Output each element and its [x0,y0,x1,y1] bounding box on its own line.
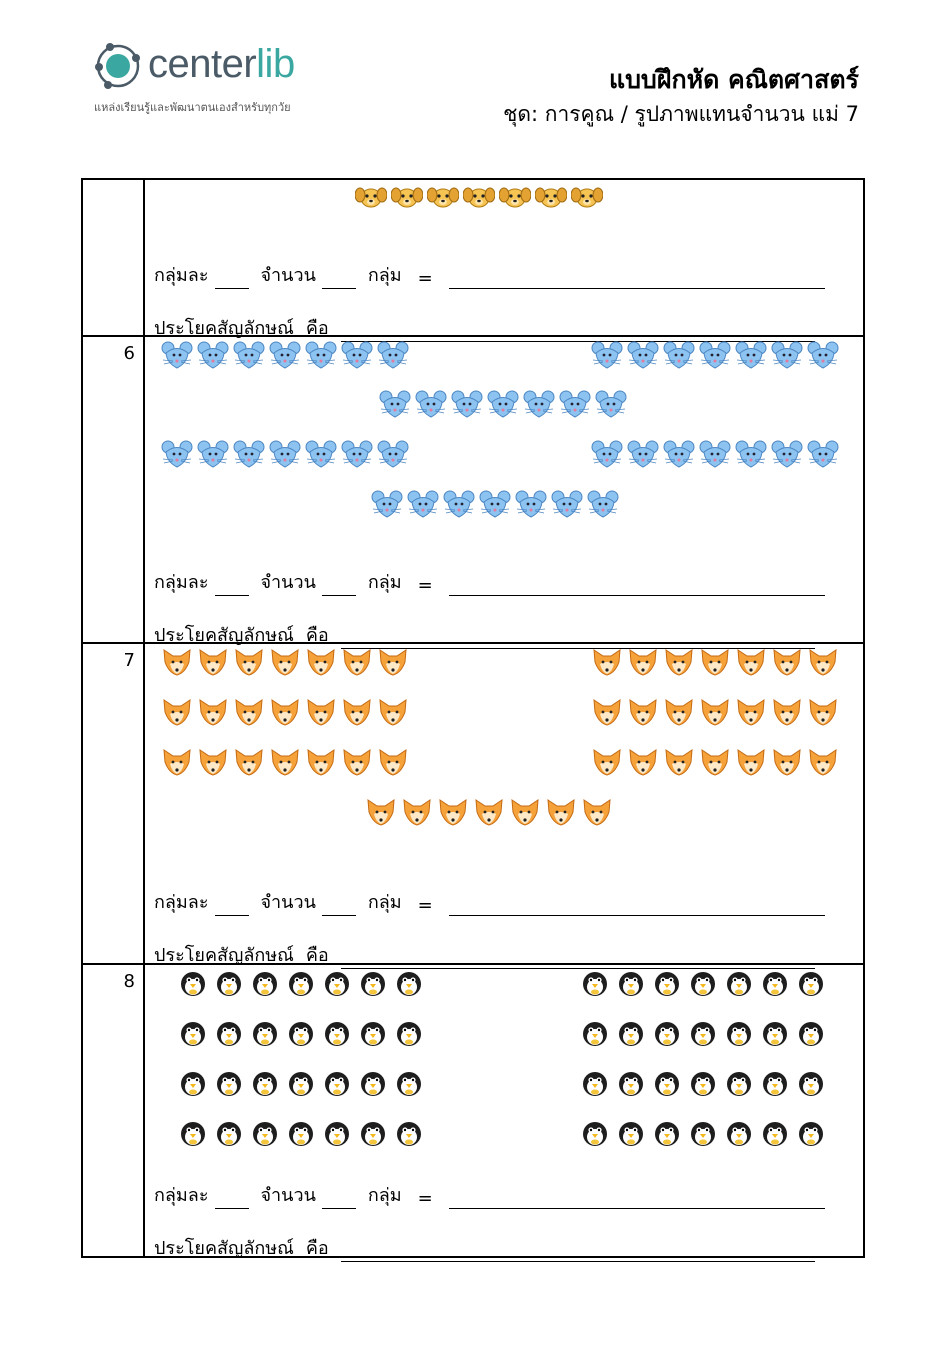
fox-face-icon [233,748,265,776]
penguin-icon [177,1019,209,1047]
icon-group [365,798,613,826]
mouse-face-icon [587,490,619,518]
mouse-face-icon [595,390,627,418]
fox-face-icon [401,798,433,826]
group-count-blank[interactable] [322,897,356,916]
penguin-icon [285,969,317,997]
mouse-face-icon [627,440,659,468]
is-label: คือ [305,625,329,646]
penguin-icon [393,1019,425,1047]
fox-face-icon [807,748,839,776]
mouse-face-icon [559,390,591,418]
penguin-icon [357,1069,389,1097]
fox-face-icon [699,648,731,676]
penguin-icon [615,969,647,997]
penguin-icon [579,1119,611,1147]
icon-group [591,440,839,468]
mouse-face-icon [735,440,767,468]
molecule-logo-icon [92,40,148,96]
answer-blank[interactable] [449,577,825,596]
mouse-face-icon [627,341,659,369]
groups-label: กลุ่ม [367,265,402,286]
multiplication-line [154,1180,825,1209]
penguin-icon [651,1119,683,1147]
dog-face-icon [499,183,531,211]
fox-face-icon [735,748,767,776]
dog-face-icon [571,183,603,211]
mouse-face-icon [591,440,623,468]
picture-cell [144,179,864,339]
penguin-icon [321,1019,353,1047]
penguin-icon [357,1119,389,1147]
answer-blank[interactable] [449,270,825,289]
penguin-icon [615,1069,647,1097]
fox-face-icon [473,798,505,826]
penguin-icon [687,1119,719,1147]
sentence-blank[interactable] [341,1243,815,1262]
per-group-blank[interactable] [215,897,249,916]
fox-face-icon [807,698,839,726]
penguin-icon [393,1069,425,1097]
mouse-face-icon [663,440,695,468]
penguin-icon [213,1019,245,1047]
icon-group [177,1069,425,1097]
mouse-face-icon [233,341,265,369]
mouse-face-icon [377,341,409,369]
icon-group [161,748,409,776]
icon-group [355,183,603,211]
equals-sign: = [417,268,433,289]
exercise-table [81,178,865,1258]
mouse-face-icon [341,341,373,369]
dog-face-icon [355,183,387,211]
penguin-icon [615,1019,647,1047]
fox-face-icon [377,648,409,676]
fox-face-icon [161,698,193,726]
group-count-blank[interactable] [322,577,356,596]
penguin-icon [249,1119,281,1147]
penguin-icon [177,969,209,997]
penguin-icon [579,1019,611,1047]
icon-group [177,1019,425,1047]
fox-face-icon [663,698,695,726]
penguin-icon [795,1069,827,1097]
fox-face-icon [377,748,409,776]
exercise-row [82,964,864,1257]
mouse-face-icon [663,341,695,369]
equals-sign: = [417,1188,433,1209]
mouse-face-icon [479,490,511,518]
mouse-face-icon [233,440,265,468]
mouse-face-icon [379,390,411,418]
fox-face-icon [807,648,839,676]
exercise-row [82,643,864,964]
penguin-icon [795,969,827,997]
mouse-face-icon [735,341,767,369]
icon-group [161,440,409,468]
icon-group [579,1069,827,1097]
is-label: คือ [305,318,329,339]
answer-blank[interactable] [449,1190,825,1209]
icon-group [161,698,409,726]
mouse-face-icon [699,341,731,369]
amount-label: จำนวน [260,892,316,913]
penguin-icon [357,969,389,997]
fox-face-icon [305,648,337,676]
page-subtitle: ชุด: การคูณ / รูปภาพแทนจำนวน แม่ 7 [503,102,859,126]
dog-face-icon [391,183,423,211]
penguin-icon [615,1119,647,1147]
brand-logo [92,40,352,120]
penguin-icon [321,969,353,997]
penguin-icon [795,1119,827,1147]
penguin-icon [285,1069,317,1097]
fox-face-icon [197,648,229,676]
fox-face-icon [305,698,337,726]
sentence-line [154,1233,815,1262]
penguin-icon [357,1019,389,1047]
fox-face-icon [545,798,577,826]
mouse-face-icon [591,341,623,369]
penguin-icon [723,1069,755,1097]
fox-face-icon [509,798,541,826]
mouse-face-icon [407,490,439,518]
mouse-face-icon [771,440,803,468]
penguin-icon [723,1019,755,1047]
fox-face-icon [591,698,623,726]
mouse-face-icon [807,341,839,369]
is-label: คือ [305,1238,329,1259]
brand-tagline: แหล่งเรียนรู้และพัฒนาตนเองสำหรับทุกวัย [94,101,291,114]
penguin-icon [687,1069,719,1097]
row-number-cell [82,964,144,1257]
fox-face-icon [341,698,373,726]
fox-face-icon [269,648,301,676]
penguin-icon [213,969,245,997]
row-number: 7 [123,650,135,671]
penguin-icon [795,1019,827,1047]
penguin-icon [651,1019,683,1047]
group-count-blank[interactable] [322,1190,356,1209]
mouse-face-icon [487,390,519,418]
per-group-label: กลุ่มละ [154,572,209,593]
fox-face-icon [161,648,193,676]
penguin-icon [249,969,281,997]
group-count-blank[interactable] [322,270,356,289]
answer-blank[interactable] [449,897,825,916]
mouse-face-icon [443,490,475,518]
fox-face-icon [233,648,265,676]
fox-face-icon [161,748,193,776]
dog-face-icon [463,183,495,211]
fox-face-icon [663,648,695,676]
sentence-label: ประโยคสัญลักษณ์ [154,625,294,646]
icon-group [591,748,839,776]
fox-face-icon [437,798,469,826]
penguin-icon [285,1019,317,1047]
icon-group [579,969,827,997]
mouse-face-icon [699,440,731,468]
row-number-cell [82,643,144,964]
mouse-face-icon [197,341,229,369]
penguin-icon [249,1069,281,1097]
penguin-icon [393,969,425,997]
penguin-icon [177,1119,209,1147]
fox-face-icon [233,698,265,726]
mouse-face-icon [377,440,409,468]
fox-face-icon [627,748,659,776]
per-group-label: กลุ่มละ [154,1185,209,1206]
penguin-icon [687,969,719,997]
penguin-icon [285,1119,317,1147]
exercise-row [82,336,864,643]
mouse-face-icon [523,390,555,418]
penguin-icon [651,969,683,997]
penguin-icon [723,1119,755,1147]
fox-face-icon [305,748,337,776]
penguin-icon [759,1019,791,1047]
fox-face-icon [735,648,767,676]
penguin-icon [213,1119,245,1147]
per-group-label: กลุ่มละ [154,265,209,286]
fox-face-icon [591,648,623,676]
picture-cell [144,643,864,964]
multiplication-line [154,887,825,916]
per-group-label: กลุ่มละ [154,892,209,913]
fox-face-icon [269,698,301,726]
fox-face-icon [269,748,301,776]
mouse-face-icon [771,341,803,369]
fox-face-icon [341,648,373,676]
penguin-icon [687,1019,719,1047]
penguin-icon [321,1119,353,1147]
groups-label: กลุ่ม [367,892,402,913]
penguin-icon [321,1069,353,1097]
sentence-label: ประโยคสัญลักษณ์ [154,945,294,966]
per-group-blank[interactable] [215,577,249,596]
penguin-icon [759,1069,791,1097]
mouse-face-icon [161,440,193,468]
mouse-face-icon [197,440,229,468]
fox-face-icon [197,698,229,726]
mouse-face-icon [415,390,447,418]
multiplication-line [154,567,825,596]
mouse-face-icon [515,490,547,518]
groups-label: กลุ่ม [367,572,402,593]
mouse-face-icon [451,390,483,418]
mouse-face-icon [305,341,337,369]
icon-group [371,490,619,518]
penguin-icon [651,1069,683,1097]
mouse-face-icon [269,341,301,369]
mouse-face-icon [807,440,839,468]
fox-face-icon [735,698,767,726]
penguin-icon [723,969,755,997]
icon-group [379,390,627,418]
row-number-cell [82,336,144,643]
fox-face-icon [627,698,659,726]
mouse-face-icon [269,440,301,468]
penguin-icon [759,969,791,997]
penguin-icon [213,1069,245,1097]
fox-face-icon [771,748,803,776]
fox-face-icon [663,748,695,776]
fox-face-icon [341,748,373,776]
penguin-icon [579,969,611,997]
row-number: 8 [123,971,135,992]
sentence-label: ประโยคสัญลักษณ์ [154,318,294,339]
icon-group [591,648,839,676]
penguin-icon [393,1119,425,1147]
penguin-icon [579,1069,611,1097]
exercise-row [82,179,864,336]
sentence-label: ประโยคสัญลักษณ์ [154,1238,294,1259]
icon-group [161,341,409,369]
mouse-face-icon [161,341,193,369]
mouse-face-icon [341,440,373,468]
penguin-icon [759,1119,791,1147]
icon-group [591,341,839,369]
row-number-cell [82,179,144,336]
brand-wordmark: centerlib [148,42,295,86]
fox-face-icon [771,648,803,676]
multiplication-line [154,260,825,289]
picture-cell [144,336,864,646]
fox-face-icon [699,748,731,776]
dog-face-icon [427,183,459,211]
fox-face-icon [581,798,613,826]
fox-face-icon [591,748,623,776]
icon-group [177,969,425,997]
picture-cell [144,964,864,1257]
is-label: คือ [305,945,329,966]
amount-label: จำนวน [260,265,316,286]
fox-face-icon [771,698,803,726]
icon-group [579,1119,827,1147]
per-group-blank[interactable] [215,270,249,289]
fox-face-icon [365,798,397,826]
equals-sign: = [417,575,433,596]
row-number: 6 [123,343,135,364]
icon-group [579,1019,827,1047]
dog-face-icon [535,183,567,211]
amount-label: จำนวน [260,1185,316,1206]
amount-label: จำนวน [260,572,316,593]
mouse-face-icon [305,440,337,468]
fox-face-icon [197,748,229,776]
groups-label: กลุ่ม [367,1185,402,1206]
mouse-face-icon [371,490,403,518]
fox-face-icon [699,698,731,726]
penguin-icon [249,1019,281,1047]
page-title: แบบฝึกหัด คณิตศาสตร์ [608,65,859,94]
icon-group [161,648,409,676]
icon-group [591,698,839,726]
per-group-blank[interactable] [215,1190,249,1209]
penguin-icon [177,1069,209,1097]
mouse-face-icon [551,490,583,518]
equals-sign: = [417,895,433,916]
icon-group [177,1119,425,1147]
fox-face-icon [377,698,409,726]
fox-face-icon [627,648,659,676]
